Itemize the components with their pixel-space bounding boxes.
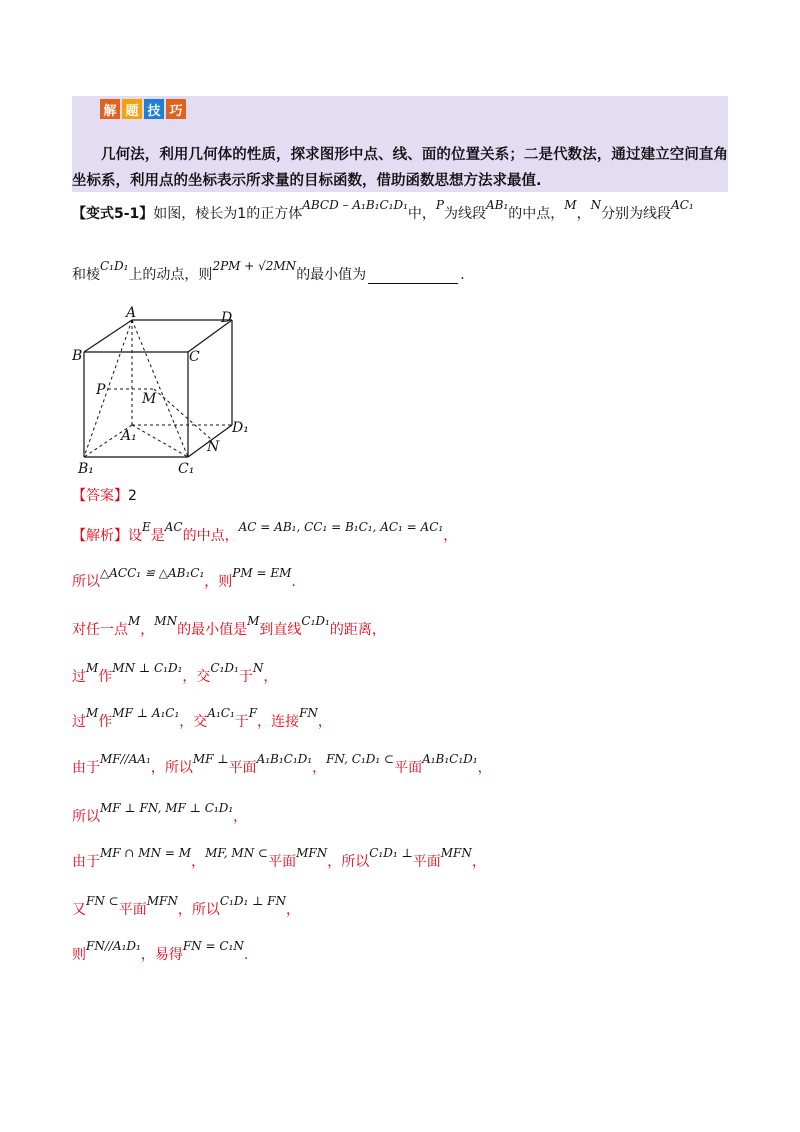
math-expr: A₁C₁ — [207, 706, 235, 720]
math-expr: MN — [154, 614, 178, 628]
math-expr: FN, C₁D₁ ⊂ — [326, 752, 395, 766]
solution-text: ，所以 — [150, 760, 193, 776]
solution-text: 则 — [72, 947, 86, 963]
solution-text: 所以 — [72, 809, 100, 825]
math-expr: FN//A₁D₁ — [86, 939, 141, 953]
answer-blank[interactable] — [368, 267, 458, 284]
math-expr: AC — [164, 520, 183, 534]
solution-line-8 — [72, 846, 486, 871]
solution-text: 平面 — [268, 854, 297, 870]
solution-text: 又 — [72, 902, 86, 918]
problem-line-1 — [72, 198, 694, 223]
problem-text: 的中点， — [508, 206, 565, 222]
problem-text: 为线段 — [443, 206, 486, 222]
math-expr: FN — [299, 706, 318, 720]
solution-text: 的距离， — [329, 622, 386, 638]
solution-text: ，所以 — [177, 902, 220, 918]
solution-text: 是 — [150, 528, 165, 544]
problem-text: . — [460, 267, 465, 283]
solution-text: ， — [312, 760, 327, 776]
math-expr: MFN — [440, 846, 472, 860]
solution-text: 于 — [238, 669, 253, 685]
math-expr: M — [86, 706, 99, 720]
solution-text: 平面 — [118, 902, 147, 918]
solution-text: 对任一点 — [72, 622, 128, 638]
solution-text: ，交 — [182, 669, 211, 685]
answer-value: 2 — [128, 488, 137, 504]
math-expr: M — [247, 614, 260, 628]
solution-text: ，连接 — [257, 714, 300, 730]
math-expr: MF//AA₁ — [100, 752, 151, 766]
label-d: D — [221, 310, 233, 326]
math-expr: M — [564, 198, 577, 212]
math-expr: C₁D₁ — [301, 614, 330, 628]
solution-text: 平面 — [228, 760, 257, 776]
tips-badge: 题 — [122, 99, 142, 119]
math-expr: MFN — [296, 846, 328, 860]
solution-text: ，则 — [204, 574, 233, 590]
problem-text: ， — [576, 206, 591, 222]
solution-text: ， — [471, 854, 486, 870]
math-expr: MF ∩ MN = M — [100, 846, 192, 860]
solution-text: 过 — [72, 714, 86, 730]
solution-text: . — [243, 947, 249, 963]
problem-text: 和棱 — [72, 267, 100, 283]
math-expr: 2PM + √2MN — [212, 259, 297, 273]
solution-text: 于 — [234, 714, 249, 730]
solution-text: ， — [140, 622, 155, 638]
math-expr: N — [590, 198, 602, 212]
math-expr: ABCD – A₁B₁C₁D₁ — [302, 198, 408, 212]
math-expr: A₁B₁C₁D₁ — [422, 752, 478, 766]
problem-line-2 — [72, 259, 465, 284]
math-expr: △ACC₁ ≌ △AB₁C₁ — [100, 566, 205, 580]
math-expr: MFN — [146, 894, 178, 908]
solution-text: 由于 — [72, 760, 100, 776]
math-expr: P — [435, 198, 444, 212]
solution-line-9 — [72, 894, 300, 919]
cube-figure — [72, 305, 272, 480]
solution-text: 的中点， — [182, 528, 239, 544]
problem-text: 如图，棱长为1的正方体 — [153, 206, 303, 222]
solution-text: 所以 — [72, 574, 100, 590]
problem-tag: 【变式5-1】 — [72, 206, 154, 222]
solution-text: ， — [443, 528, 458, 544]
solution-text: 平面 — [412, 854, 441, 870]
solution-text: 的最小值是 — [177, 622, 248, 638]
solution-text: 作 — [98, 669, 113, 685]
solution-text: ， — [477, 760, 492, 776]
tips-badge: 解 — [100, 99, 120, 119]
solution-text: 到直线 — [259, 622, 302, 638]
math-expr: MF ⊥ — [192, 752, 229, 766]
math-expr: MF ⊥ FN, MF ⊥ C₁D₁ — [100, 801, 234, 815]
problem-text: 上的动点，则 — [128, 267, 213, 283]
edge-ab — [84, 320, 132, 352]
math-expr: MF ⊥ A₁C₁ — [112, 706, 180, 720]
solution-text: ，所以 — [327, 854, 370, 870]
answer-line — [72, 485, 137, 505]
solution-line-4 — [72, 661, 278, 686]
label-c: C — [189, 349, 200, 365]
math-expr: MN ⊥ C₁D₁ — [112, 661, 183, 675]
math-expr: PM = EM — [232, 566, 292, 580]
math-expr: A₁B₁C₁D₁ — [256, 752, 313, 766]
tips-badges — [100, 99, 186, 119]
solution-text: ， — [191, 854, 206, 870]
math-expr: MF, MN ⊂ — [205, 846, 269, 860]
label-p: P — [96, 382, 106, 398]
solution-line-10 — [72, 939, 249, 964]
math-expr: F — [248, 706, 258, 720]
problem-text: 的最小值为 — [296, 267, 367, 283]
solution-text: ，交 — [179, 714, 208, 730]
label-m: M — [142, 391, 157, 407]
math-expr: C₁D₁ — [210, 661, 239, 675]
math-expr: N — [252, 661, 264, 675]
tips-text: 几何法，利用几何体的性质，探求图形中点、线、面的位置关系；二是代数法，通过建立空间直角坐标系，利用点的坐标表示所求量的目标函数，借助函数思想方法求最值. — [72, 147, 728, 189]
label-c1: C₁ — [178, 461, 195, 477]
solution-text: ，易得 — [140, 947, 183, 963]
math-expr: AB₁ — [485, 198, 509, 212]
tips-badge: 巧 — [166, 99, 186, 119]
solution-text: 平面 — [394, 760, 423, 776]
label-n: N — [207, 439, 220, 455]
solution-line-2 — [72, 566, 296, 591]
math-expr: FN ⊂ — [86, 894, 119, 908]
math-expr: FN = C₁N — [182, 939, 244, 953]
math-expr: M — [128, 614, 141, 628]
math-expr: C₁D₁ — [100, 259, 129, 273]
solution-text: ， — [263, 669, 278, 685]
label-b1: B₁ — [78, 461, 94, 477]
solution-line-7 — [72, 801, 248, 826]
solution-text: ， — [233, 809, 248, 825]
label-d1: D₁ — [232, 420, 249, 436]
solution-text: 过 — [72, 669, 86, 685]
math-expr: AC₁ — [671, 198, 694, 212]
solution-text: ， — [317, 714, 332, 730]
math-expr: M — [86, 661, 99, 675]
segment-mn — [154, 389, 212, 440]
tips-badge: 技 — [144, 99, 164, 119]
math-expr: AC = AB₁, CC₁ = B₁C₁, AC₁ = AC₁ — [238, 520, 444, 534]
label-a: A — [126, 305, 137, 321]
solution-line-3 — [72, 614, 386, 639]
solution-text: 由于 — [72, 854, 100, 870]
segment-a1c1 — [132, 425, 188, 457]
solution-text: ， — [286, 902, 300, 918]
answer-label: 【答案】 — [72, 488, 128, 504]
solution-line-5 — [72, 706, 332, 731]
solution-text: 作 — [98, 714, 113, 730]
math-expr: C₁D₁ ⊥ FN — [219, 894, 286, 908]
math-expr: E — [142, 520, 151, 534]
solution-label: 【解析】 — [72, 528, 128, 544]
problem-text: 分别为线段 — [601, 206, 672, 222]
label-b: B — [72, 348, 83, 364]
solution-line-1 — [72, 520, 458, 545]
label-a1: A₁ — [121, 428, 137, 444]
problem-text: 中， — [407, 206, 436, 222]
math-expr: C₁D₁ ⊥ — [369, 846, 413, 860]
solution-text: . — [291, 574, 296, 590]
tips-box — [72, 96, 728, 192]
solution-text: 设 — [128, 528, 142, 544]
solution-line-6 — [72, 752, 492, 777]
